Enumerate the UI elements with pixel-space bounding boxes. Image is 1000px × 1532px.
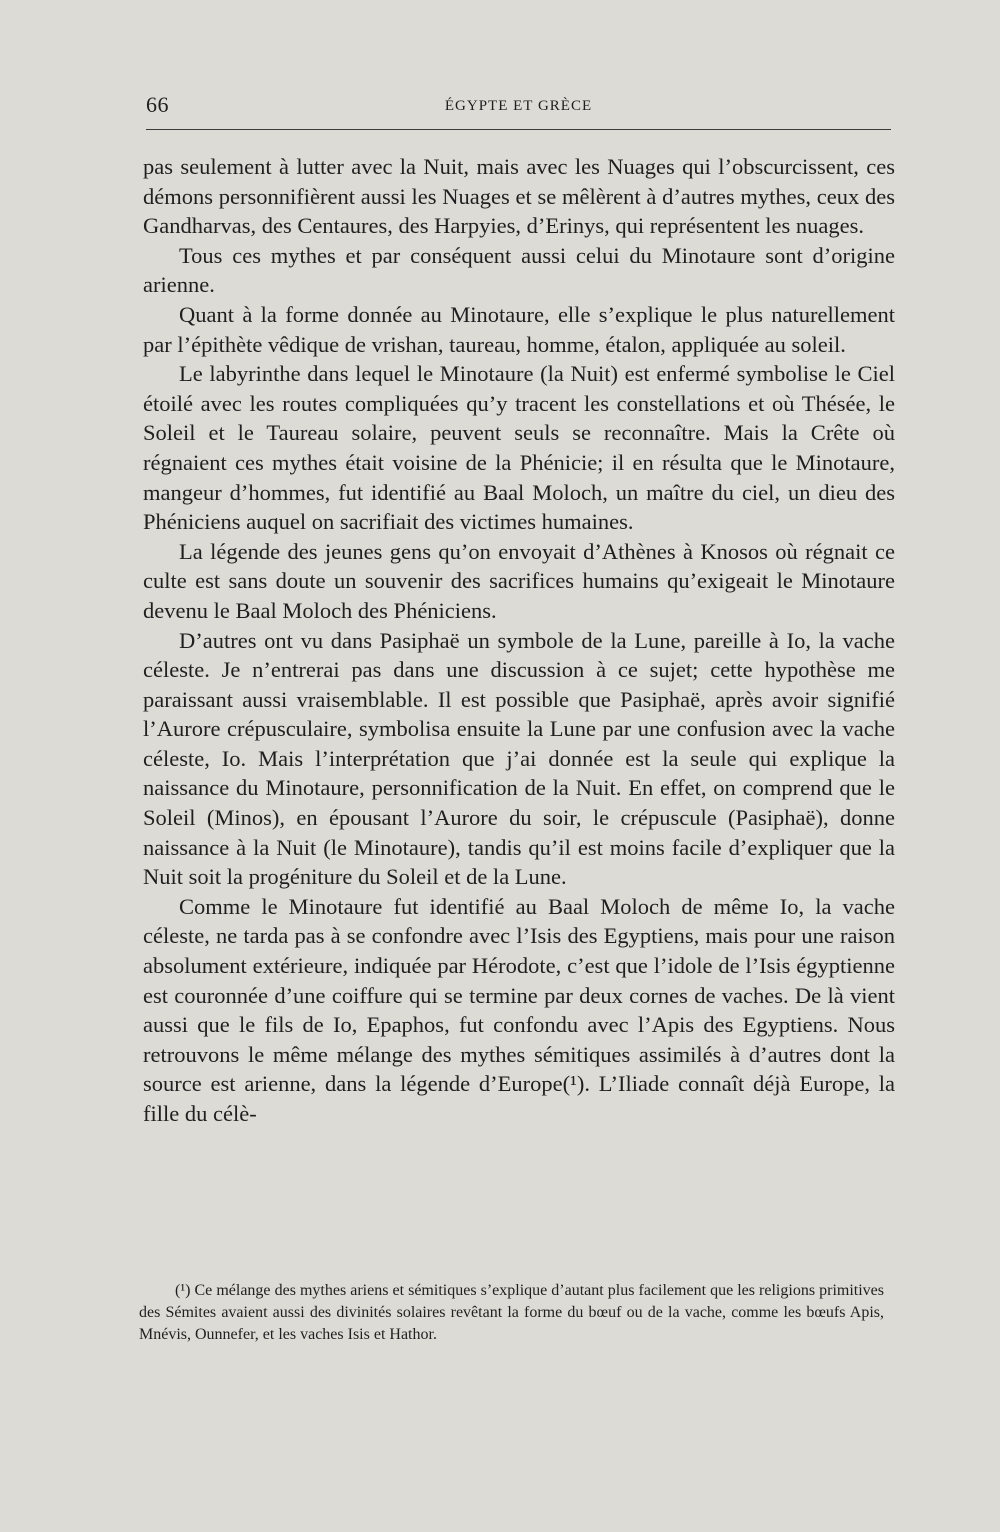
footnote: (¹) Ce mélange des mythes ariens et sémitiques s’explique d’autant plus facilement que les religions primitives des Sémites avaient aussi des divinités solaires revêtant la forme du bœuf ou de la vache, comme les bœufs Apis, Mnévis, Ounnefer, et les vaches Isis et Hathor. [139,1282,884,1343]
running-title: ÉGYPTE ET GRÈCE [444,98,593,114]
paragraph: Comme le Minotaure fut identifié au Baal Moloch de même Io, la vache céleste, ne tarda pas à se confondre avec l’Isis des Egyptiens, mais pour une raison absolument extérieure, indiquée par Hérodote, c’est que l’idole de l’Isis égyptienne est couronnée d’une coiffure qui se termine par deux cornes de vaches. De là vient aussi que le fils de Io, Epaphos, fut confondu avec l’Apis des Egyptiens. Nous retrouvons le même mélange des mythes sémitiques assimilés à d’autres dont la source est arienne, dans la légende d’Europe(¹). L’Iliade connaît déjà Europe, la fille du célè- [143,893,895,1126]
page-header [146,92,891,132]
page-number: 66 [146,92,169,117]
paragraph: La légende des jeunes gens qu’on envoyait d’Athènes à Knosos où régnait ce culte est sans doute un souvenir des sacrifices humains qu’exigeait le Minotaure devenu le Baal Moloch des Phéniciens. [143,538,895,623]
paragraph: Le labyrinthe dans lequel le Minotaure (la Nuit) est enfermé symbolise le Ciel étoilé avec les routes compliquées qu’y tracent les constellations et où Thésée, le Soleil et le Taureau solaire, peuvent seuls se reconnaître. Mais la Crête où régnaient ces mythes était voisine de la Phénicie; il en résulta que le Minotaure, mangeur d’hommes, fut identifié au Baal Moloch, un maître du ciel, un dieu des Phéniciens auquel on sacrifiait des victimes humaines. [143,361,895,535]
header-rule [146,129,891,130]
paragraph: Quant à la forme donnée au Minotaure, elle s’explique le plus naturellement par l’épithète vêdique de vrishan, taureau, homme, étalon, appliquée au soleil. [143,301,895,357]
paragraph: D’autres ont vu dans Pasiphaë un symbole de la Lune, pareille à Io, la vache céleste. Je n’entrerai pas dans une discussion à ce sujet; cette hypothèse me paraissant aussi vraisemblable. Il est possible que Pasiphaë, après avoir signifié l’Aurore crépusculaire, symbolisa ensuite la Lune par une confusion avec la vache céleste, Io. Mais l’interprétation que j’ai donnée est la seule qui explique la naissance du Minotaure, personnification de la Nuit. En effet, on comprend que le Soleil (Minos), en épousant l’Aurore du soir, le crépuscule (Pasiphaë), donne naissance à la Nuit (le Minotaure), tandis qu’il est moins facile d’expliquer que la Nuit soit la progéniture du Soleil et de la Lune. [143,627,895,890]
body-text [143,152,895,1129]
footnotes [139,1280,884,1346]
paragraph: Tous ces mythes et par conséquent aussi celui du Minotaure sont d’origine arienne. [143,242,895,298]
paragraph: pas seulement à lutter avec la Nuit, mais avec les Nuages qui l’obscurcissent, ces démons personnifièrent aussi les Nuages et se mêlèrent à d’autres mythes, ceux des Gandharvas, des Centaures, des Harpyies, d’Erinys, qui représentent les nuages. [143,154,895,239]
